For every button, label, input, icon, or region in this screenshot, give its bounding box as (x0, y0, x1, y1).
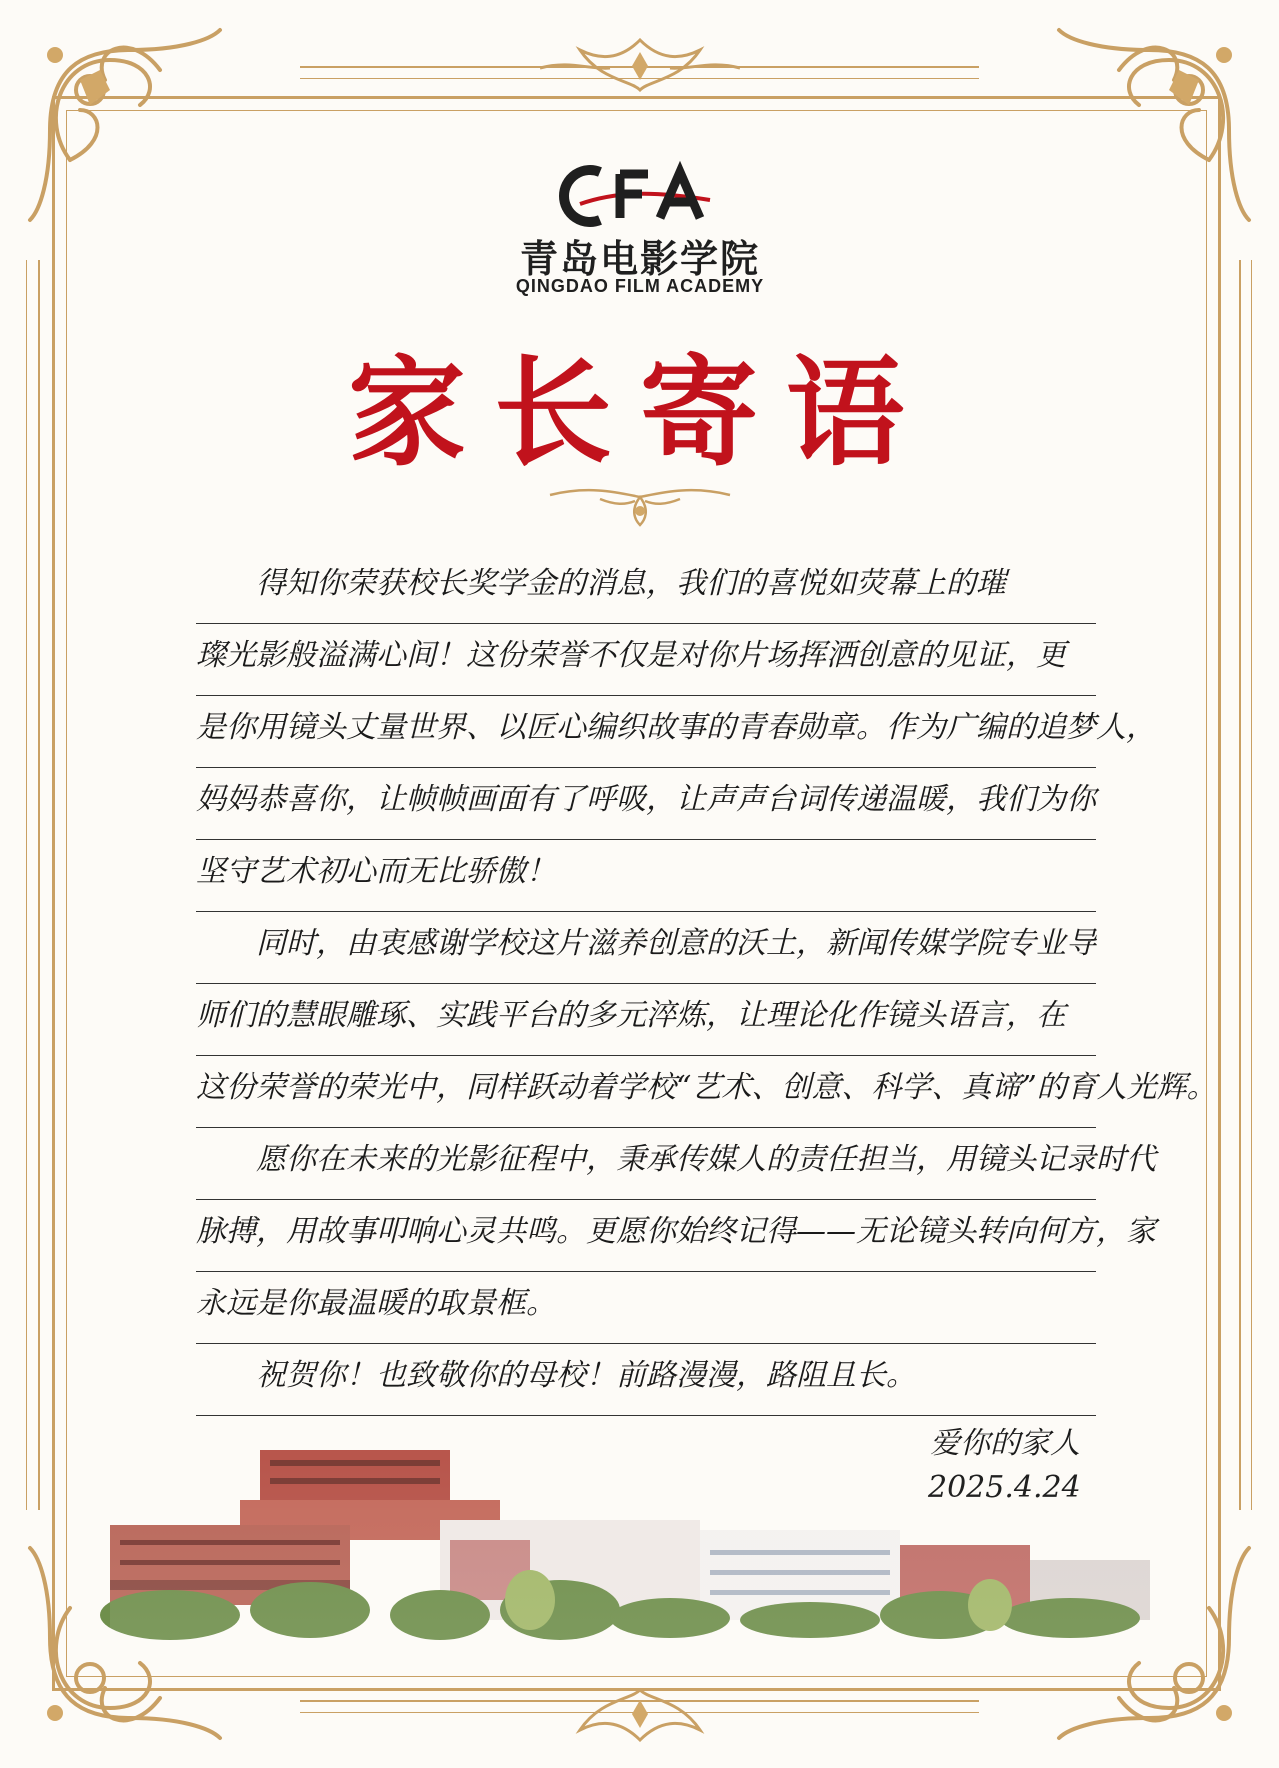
page-title: 家长寄语 (347, 343, 932, 482)
cfa-logo (560, 160, 720, 230)
letter-line: 得知你荣获校长奖学金的消息，我们的喜悦如荧幕上的璀 (196, 552, 1096, 624)
frame-left-line-thin (26, 260, 27, 1510)
frame-right-line (1239, 260, 1241, 1510)
logo-chinese-name: 青岛电影学院 (519, 237, 760, 281)
title-flourish-icon (540, 475, 740, 535)
letter-line: 脉搏，用故事叩响心灵共鸣。更愿你始终记得——无论镜头转向何方，家 (196, 1200, 1096, 1272)
bottom-flourish-icon (540, 1680, 740, 1750)
letter-line: 坚守艺术初心而无比骄傲！ (196, 840, 1096, 912)
frame-left-line (38, 260, 40, 1510)
letter-body (196, 552, 1217, 1416)
top-flourish-icon (540, 30, 740, 100)
letter-line: 是你用镜头丈量世界、以匠心编织故事的青春勋章。作为广编的追梦人， (196, 696, 1096, 768)
letter-line: 愿你在未来的光影征程中，秉承传媒人的责任担当，用镜头记录时代 (196, 1128, 1096, 1200)
letter-line: 同时，由衷感谢学校这片滋养创意的沃土，新闻传媒学院专业导 (196, 912, 1096, 984)
campus-buildings-image (110, 1430, 1170, 1640)
letter-line: 妈妈恭喜你，让帧帧画面有了呼吸，让声声台词传递温暖，我们为你 (196, 768, 1096, 840)
corner-ornament-icon (1049, 10, 1269, 230)
logo-english-name: QINGDAO FILM ACADEMY (515, 276, 765, 296)
frame-right-line-thin (1251, 260, 1252, 1510)
letter-line: 永远是你最温暖的取景框。 (196, 1272, 1096, 1344)
letter-line: 璨光影般溢满心间！这份荣誉不仅是对你片场挥洒创意的见证，更 (196, 624, 1096, 696)
corner-ornament-icon (10, 10, 230, 230)
letter-line: 祝贺你！也致敬你的母校！前路漫漫，路阻且长。 (196, 1344, 1096, 1416)
letter-line: 师们的慧眼雕琢、实践平台的多元淬炼，让理论化作镜头语言，在 (196, 984, 1096, 1056)
letter-line: 这份荣誉的荣光中，同样跃动着学校“艺术、创意、科学、真谛”的育人光辉。 (196, 1056, 1096, 1128)
